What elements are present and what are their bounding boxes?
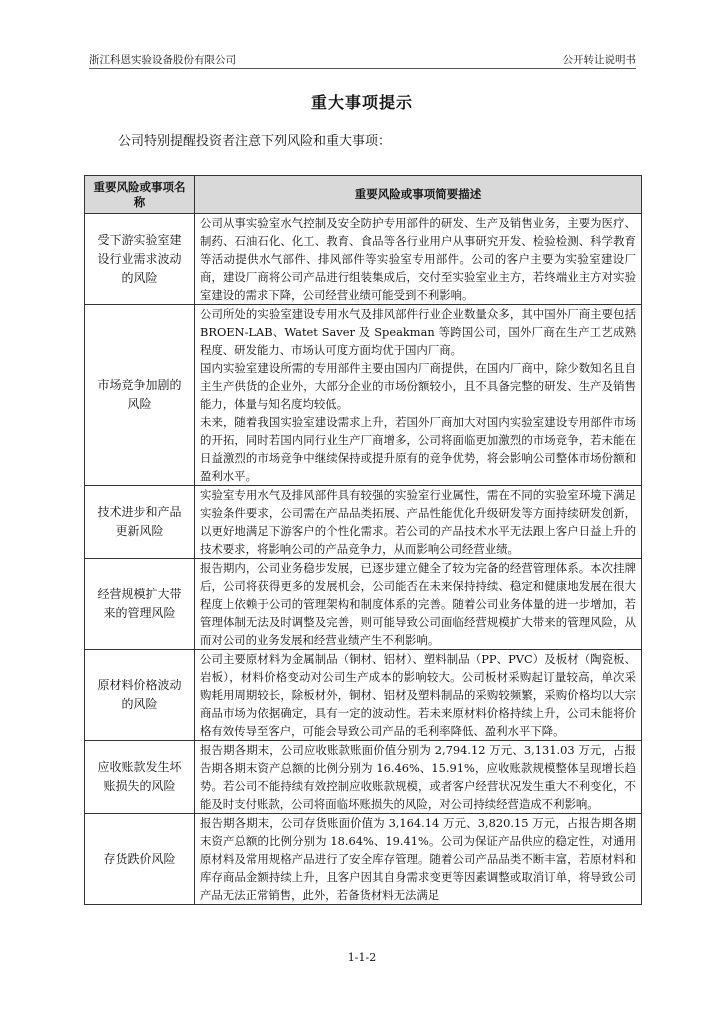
table-row — [85, 741, 642, 814]
col1-header: 重要风险或事项名称 — [85, 176, 195, 214]
risk-name: 存货跌价风险 — [85, 814, 195, 905]
header-doc-type: 公开转让说明书 — [562, 54, 636, 66]
description-paragraph: 报告期各期末，公司存货账面价值为 3,164.14 万元、3,820.15 万元，占报告期各期末资产总额的比例分别为 18.64%、19.41%。公司为保证产品供应的稳定性，对通用原材料及常用规格产品进行了安全库存管理。随着公司产品品类不断丰富，若原材料和库存商品金额持续上升，且客户因其自身需求变更等因素调整或取消订单，将导致公司产品无法正常销售，此外，若备货材料无法满足 — [200, 816, 636, 902]
page-header — [89, 50, 636, 69]
description-paragraph: 报告期内，公司业务稳步发展，已逐步建立健全了较为完备的经营管理体系。本次挂牌后，公司将获得更多的发展机会，公司能否在未来保持持续、稳定和健康地发展在很大程度上依赖于公司的管理架构和制度体系的完善。随着公司业务体量的进一步增加，若管理体制无法及时调整及完善，则可能导致公司面临经营规模扩大带来的管理风险，从而对公司的业务发展和经营业绩产生不利影响。 — [200, 561, 636, 647]
risk-name: 受下游实验室建设行业需求波动的风险 — [85, 214, 195, 305]
description-paragraph: 公司所处的实验室建设专用水气及排风部件行业企业数量众多，其中国外厂商主要包括 BROEN-LAB、Watet Saver 及 Speakman 等跨国公司，国外厂商在生产工艺成熟程度、研发能力、市场认可度方面均优于国内厂商。 — [200, 307, 636, 357]
risk-table — [84, 175, 642, 905]
risk-description — [195, 814, 642, 905]
table-row — [85, 486, 642, 559]
risk-name: 市场竞争加剧的风险 — [85, 305, 195, 486]
table-row — [85, 214, 642, 305]
table-row — [85, 814, 642, 905]
table-header-row — [85, 176, 642, 214]
risk-description — [195, 486, 642, 559]
header-company: 浙江科恩实验设备股份有限公司 — [89, 54, 236, 66]
risk-name: 应收账款发生坏账损失的风险 — [85, 741, 195, 814]
risk-name: 经营规模扩大带来的管理风险 — [85, 559, 195, 650]
risk-description — [195, 214, 642, 305]
description-paragraph: 国内实验室建设所需的专用部件主要由国内厂商提供，在国内厂商中，除少数知名且自主生产供货的企业外，大部分企业的市场份额较小，且不具备完整的研发、生产及销售能力，体量与知名度均较低。 — [200, 361, 636, 411]
col2-header: 重要风险或事项简要描述 — [195, 176, 642, 214]
description-paragraph: 实验室专用水气及排风部件具有较强的实验室行业属性，需在不同的实验室环境下满足实验条件要求，公司需在产品品类拓展、产品性能优化升级研发等方面持续研发创新，以更好地满足下游客户的个性化需求。若公司的产品技术水平无法跟上客户日益上升的技术要求，将影响公司的产品竞争力，从而影响公司经营业绩。 — [200, 488, 636, 556]
description-paragraph: 报告期各期末，公司应收账款账面价值分别为 2,794.12 万元、3,131.03 万元，占报告期各期末资产总额的比例分别为 16.46%、15.91%，应收账款规模整体呈现增长趋势。若公司不能持续有效控制应收账款规模，或者客户经营状况发生重大不利变化，不能及时支付账款，公司将面临坏账损失的风险，对公司持续经营造成不利影响。 — [200, 743, 636, 811]
table-row — [85, 559, 642, 650]
description-paragraph: 未来，随着我国实验室建设需求上升，若国外厂商加大对国内实验室建设专用部件市场的开拓，同时若国内同行业生产厂商增多，公司将面临更加激烈的市场竞争，若未能在日益激烈的市场竞争中继续保持或提升原有的竞争优势，将会影响公司整体市场份额和盈利水平。 — [200, 415, 636, 483]
table-row — [85, 305, 642, 486]
risk-name: 原材料价格波动的风险 — [85, 650, 195, 741]
page-title: 重大事项提示 — [310, 93, 413, 112]
page-number: 1-1-2 — [347, 951, 377, 964]
risk-description — [195, 650, 642, 741]
description-paragraph: 公司主要原材料为金属制品（铜材、铝材）、塑料制品（PP、PVC）及板材（陶瓷板、岩板），材料价格变动对公司生产成本的影响较大。公司板材采购起订量较高，单次采购耗用周期较长，除板材外，铜材、铝材及塑料制品的采购较频繁，采购价格均以大宗商品市场为依据确定，具有一定的波动性。若未来原材料价格持续上升，公司未能将价格有效传导至客户，可能会导致公司产品的毛利率降低、盈利水平下降。 — [200, 652, 636, 738]
risk-description — [195, 741, 642, 814]
description-paragraph: 公司从事实验室水气控制及安全防护专用部件的研发、生产及销售业务，主要为医疗、制药、石油石化、化工、教育、食品等各行业用户从事研究开发、检验检测、科学教育等活动提供水气部件、排风部件等实验室专用部件。公司的客户主要为实验室建设厂商，建设厂商将公司产品进行组装集成后，交付至实验室业主方，若终端业主方对实验室建设的需求下降，公司经营业绩可能受到不利影响。 — [200, 216, 636, 302]
risk-description — [195, 305, 642, 486]
table-row — [85, 650, 642, 741]
intro-text: 公司特别提醒投资者注意下列风险和重大事项： — [118, 134, 392, 149]
risk-description — [195, 559, 642, 650]
risk-name: 技术进步和产品更新风险 — [85, 486, 195, 559]
